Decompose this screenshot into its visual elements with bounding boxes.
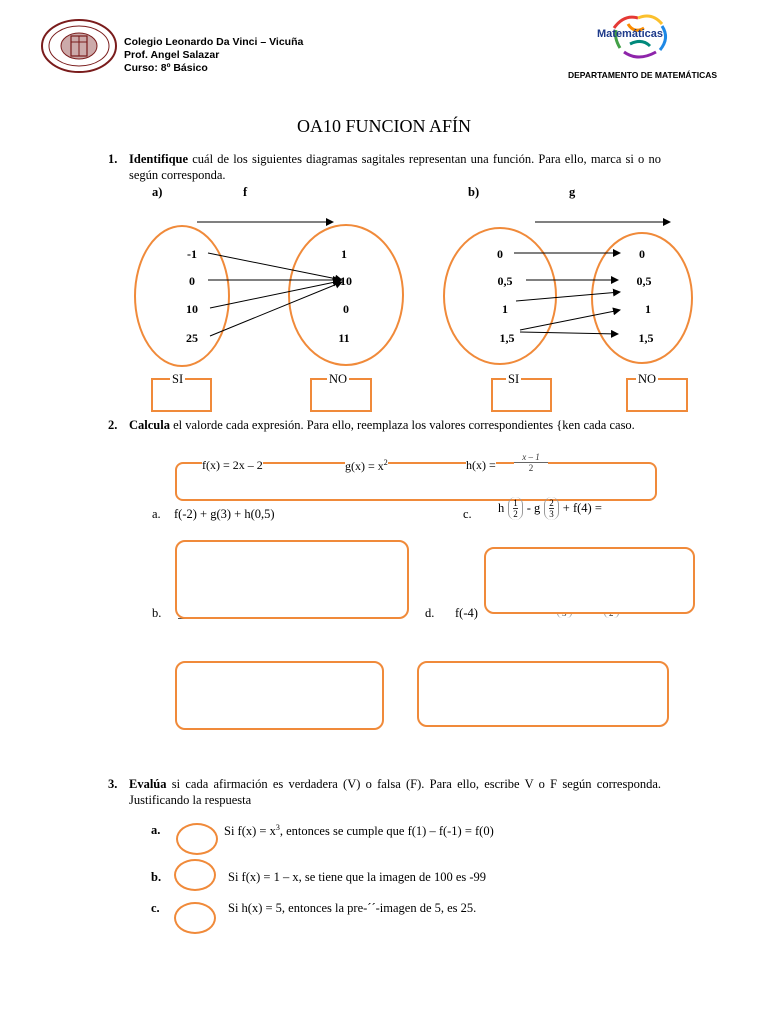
f-cod-2: 0 (343, 302, 349, 316)
f-cod-1: 10 (340, 274, 352, 288)
q2c-tail: + f(4) = (562, 501, 602, 515)
q1-prompt (129, 152, 661, 183)
q1-b-label: b) (468, 185, 480, 199)
q2a-expression: f(-2) + g(3) + h(0,5) (174, 507, 275, 521)
g-dom-1: 0,5 (497, 274, 513, 288)
f-dom-2: 10 (186, 302, 198, 316)
q3a-sup: 3 (275, 823, 280, 832)
q3-keyword: Evalúa (129, 777, 167, 791)
q3a-statement (224, 823, 494, 839)
g-dom-2: 1 (502, 302, 508, 316)
g-definition (345, 458, 388, 474)
q2c-frac2 (544, 497, 559, 520)
f-definition: f(x) = 2x – 2 (202, 458, 263, 472)
school-name: Colegio Leonardo Da Vinci – Vicuña (124, 36, 304, 48)
g-no-label: NO (638, 372, 657, 386)
q2c-expression (498, 497, 602, 520)
page-title: OA10 FUNCION AFÍN (296, 116, 471, 136)
q2-number: 2. (108, 418, 118, 432)
g-arrow-4 (520, 310, 620, 330)
g-arrow-5 (520, 332, 618, 334)
course-name: Curso: 8º Básico (124, 62, 208, 74)
g-cod-0: 0 (639, 247, 645, 261)
f-dom-0: -1 (187, 247, 197, 261)
school-seal (40, 18, 118, 74)
g-si-checkbox[interactable] (491, 378, 552, 412)
q2c-n2: 2 (549, 498, 554, 508)
q2c-g: - g (526, 501, 541, 515)
math-logo-text: Matemáticas (597, 28, 664, 40)
g-dom-3: 1,5 (499, 331, 515, 345)
q2c-d2: 3 (549, 509, 554, 519)
q1-a-label: a) (152, 185, 163, 199)
diagram-g (440, 210, 720, 370)
department-name: DEPARTAMENTO DE MATEMÁTICAS (568, 70, 718, 80)
g-si-label: SI (508, 372, 520, 386)
diagram-f (130, 210, 420, 370)
q2c-label: c. (463, 507, 472, 521)
q2d-label: d. (425, 606, 435, 620)
f-cod-3: 11 (338, 331, 350, 345)
g-dom-0: 0 (497, 247, 503, 261)
h-numerator: x – 1 (514, 452, 548, 463)
f-si-label: SI (172, 372, 184, 386)
q1-keyword: Identifique (129, 152, 189, 166)
q3c-statement: Si h(x) = 5, entonces la pre-´´-imagen de 5, es 25. (228, 901, 477, 915)
f-domain-ellipse (135, 226, 229, 366)
q1-f-name: f (243, 185, 248, 199)
g-cod-1: 0,5 (636, 274, 652, 288)
q2d-expression: f(-4) (455, 606, 478, 620)
q3-number: 3. (108, 777, 118, 791)
h-denominator: 2 (528, 463, 534, 473)
q3c-label: c. (151, 901, 160, 915)
q3a-post: , entonces se cumple que f(1) – f(-1) = f(0) (279, 824, 494, 839)
f-dom-1: 0 (189, 274, 195, 288)
q3-prompt (129, 777, 661, 808)
q2-text: el valorde cada expresión. Para ello, reemplaza los valores correspondientes {ken cada caso. (169, 418, 635, 432)
q3a-pre: Si f(x) = x (224, 824, 276, 839)
q1-number: 1. (108, 152, 118, 166)
g-cod-2: 1 (645, 302, 651, 316)
q1-g-name: g (569, 185, 576, 199)
q3b-answer-circle[interactable] (174, 859, 216, 891)
q2c-h: h (498, 501, 505, 515)
answer-box-c[interactable] (484, 547, 695, 614)
g-arrow-3 (516, 292, 620, 301)
q2-prompt (129, 418, 661, 434)
q2c-d1: 2 (513, 509, 518, 519)
g-def-text: g(x) = x (345, 459, 384, 473)
answer-box-b[interactable] (175, 661, 384, 730)
q2a-label: a. (152, 507, 161, 521)
q2b-label: b. (152, 606, 162, 620)
g-cod-3: 1,5 (638, 331, 654, 345)
q2c-n1: 1 (513, 498, 518, 508)
q2-keyword: Calcula (129, 418, 170, 432)
f-dom-3: 25 (186, 331, 198, 345)
g-def-exp: 2 (383, 458, 388, 467)
q1-text: cuál de los siguientes diagramas sagitales representan una función. Para ello, marca si o no según corresponda. (129, 152, 661, 182)
h-definition: h(x) = (466, 458, 496, 472)
teacher-name: Prof. Angel Salazar (124, 49, 220, 61)
q3a-answer-circle[interactable] (176, 823, 218, 855)
q3a-label: a. (151, 823, 161, 837)
q3c-answer-circle[interactable] (174, 902, 216, 934)
q3b-label: b. (151, 870, 162, 884)
h-fraction (514, 452, 548, 473)
q2c-frac1 (508, 497, 523, 520)
f-cod-0: 1 (341, 247, 347, 261)
answer-box-a[interactable] (175, 540, 409, 619)
q3-text: si cada afirmación es verdadera (V) o falsa (F). Para ello, escribe V o F según corresponda. Justificando la respuesta (129, 777, 661, 807)
f-no-label: NO (329, 372, 348, 386)
answer-box-d[interactable] (417, 661, 669, 727)
q3b-statement: Si f(x) = 1 – x, se tiene que la imagen de 100 es -99 (228, 870, 487, 884)
